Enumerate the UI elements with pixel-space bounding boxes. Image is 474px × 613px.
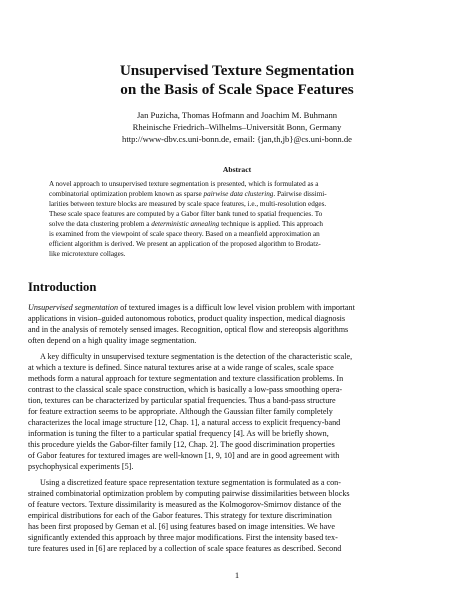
section-heading: Introduction: [28, 280, 97, 294]
body-line: of feature vectors. Texture dissimilarity is measured as the Kolmogorov-Smirnov distance of the: [28, 500, 342, 509]
abstract-line: combinatorial optimization problem known as sparse pairwise data clustering. Pairwise dissimi-: [49, 190, 327, 198]
body-line: significantly extended this approach by three major modifications. First the intensity based tex-: [28, 533, 338, 542]
paper-title-line-1: Unsupervised Texture Segmentation: [119, 62, 355, 79]
body-line: contrast to the classical scale space construction, which is basically a low-pass smoothing opera-: [28, 385, 343, 394]
body-line: often depend on a high quality image segmentation.: [28, 336, 197, 345]
abstract-line: solve the data clustering problem a deterministic annealing technique is applied. This approach: [49, 220, 323, 228]
body-line: for feature extraction seems to be appropriate. Although the Gaussian filter family completely: [28, 407, 333, 416]
body-line: has been first proposed by Geman et al. [6] using features based on image intensities. We have: [28, 522, 335, 531]
abstract-line: These scale space features are computed by a Gabor filter bank tuned to spatial frequencies. To: [49, 210, 323, 218]
body-line: empirical distributions for each of the Gabor features. This strategy for texture discrimination: [28, 511, 332, 520]
abstract-emphasis: deterministic annealing: [151, 220, 220, 228]
body-line: ture features used in [6] are replaced by a collection of scale space features as described. Second: [28, 544, 342, 553]
contact: http://www-dbv.cs.uni-bonn.de, email: {jan,th,jb}@cs.uni-bonn.de: [122, 134, 352, 144]
body-line: characterizes the local image structure [12, Chap. 1], a natural access to explicit frequency-band: [28, 418, 341, 427]
body-line: applications in vision–guided autonomous robotics, product quality inspection, medical diagnosis: [28, 314, 346, 323]
body-line: at which a texture is defined. Since natural textures arise at a wide range of scales, scale space: [28, 363, 334, 372]
body-line: this procedure yields the Gabor-filter family [12, Chap. 2]. The good discrimination properties: [28, 440, 335, 449]
body-line: information is tuning the filter to a particular spatial frequency [4]. As will be briefly shown,: [28, 429, 329, 438]
abstract-line: is examined from the viewpoint of scale space theory. Based on a meanfield approximation an: [49, 230, 320, 238]
body-line: and in the analysis of remotely sensed images. Recognition, optical flow and stereopsis algorithms: [28, 325, 349, 334]
body-line: strained combinatorial optimization problem by computing pairwise dissimilarities between blocks: [28, 489, 350, 498]
abstract-heading: Abstract: [222, 165, 252, 174]
abstract-emphasis: pairwise data clustering: [203, 190, 274, 198]
body-line: A key difficulty in unsupervised texture segmentation is the detection of the characteristic scale,: [40, 352, 353, 361]
body-line: Unsupervised segmentation of textured images is a difficult low level vision problem with important: [28, 303, 355, 312]
body-line: Using a discretized feature space representation texture segmentation is formulated as a con-: [40, 478, 341, 487]
body-line: psychophysical experiments [5].: [28, 462, 134, 471]
body-line: methods form a natural approach for texture segmentation and texture classification problems. In: [28, 374, 344, 383]
affiliation: Rheinische Friedrich–Wilhelms–Universität Bonn, Germany: [132, 122, 342, 132]
paper-title-line-2: on the Basis of Scale Space Features: [120, 81, 354, 98]
abstract-line: efficient algorithm is derived. We present an application of the proposed algorithm to Brodatz-: [49, 240, 321, 248]
abstract-line: A novel approach to unsupervised texture segmentation is presented, which is formulated as a: [49, 180, 319, 188]
abstract-line: like microtexture collages.: [49, 250, 126, 258]
authors: Jan Puzicha, Thomas Hofmann and Joachim M. Buhmann: [136, 110, 338, 120]
abstract-line: larities between texture blocks are measured by scale space features, i.e., multi-resolution edges.: [49, 200, 327, 208]
body-line: of Gabor features for textured images are well-known [1, 9, 10] and are in good agreement with: [28, 451, 340, 460]
body-emphasis: Unsupervised segmentation: [28, 303, 119, 312]
page-number: 1: [234, 570, 240, 580]
body-line: tion, textures can be characterized by particular spatial frequencies. Thus a band-pass structure: [28, 396, 336, 405]
